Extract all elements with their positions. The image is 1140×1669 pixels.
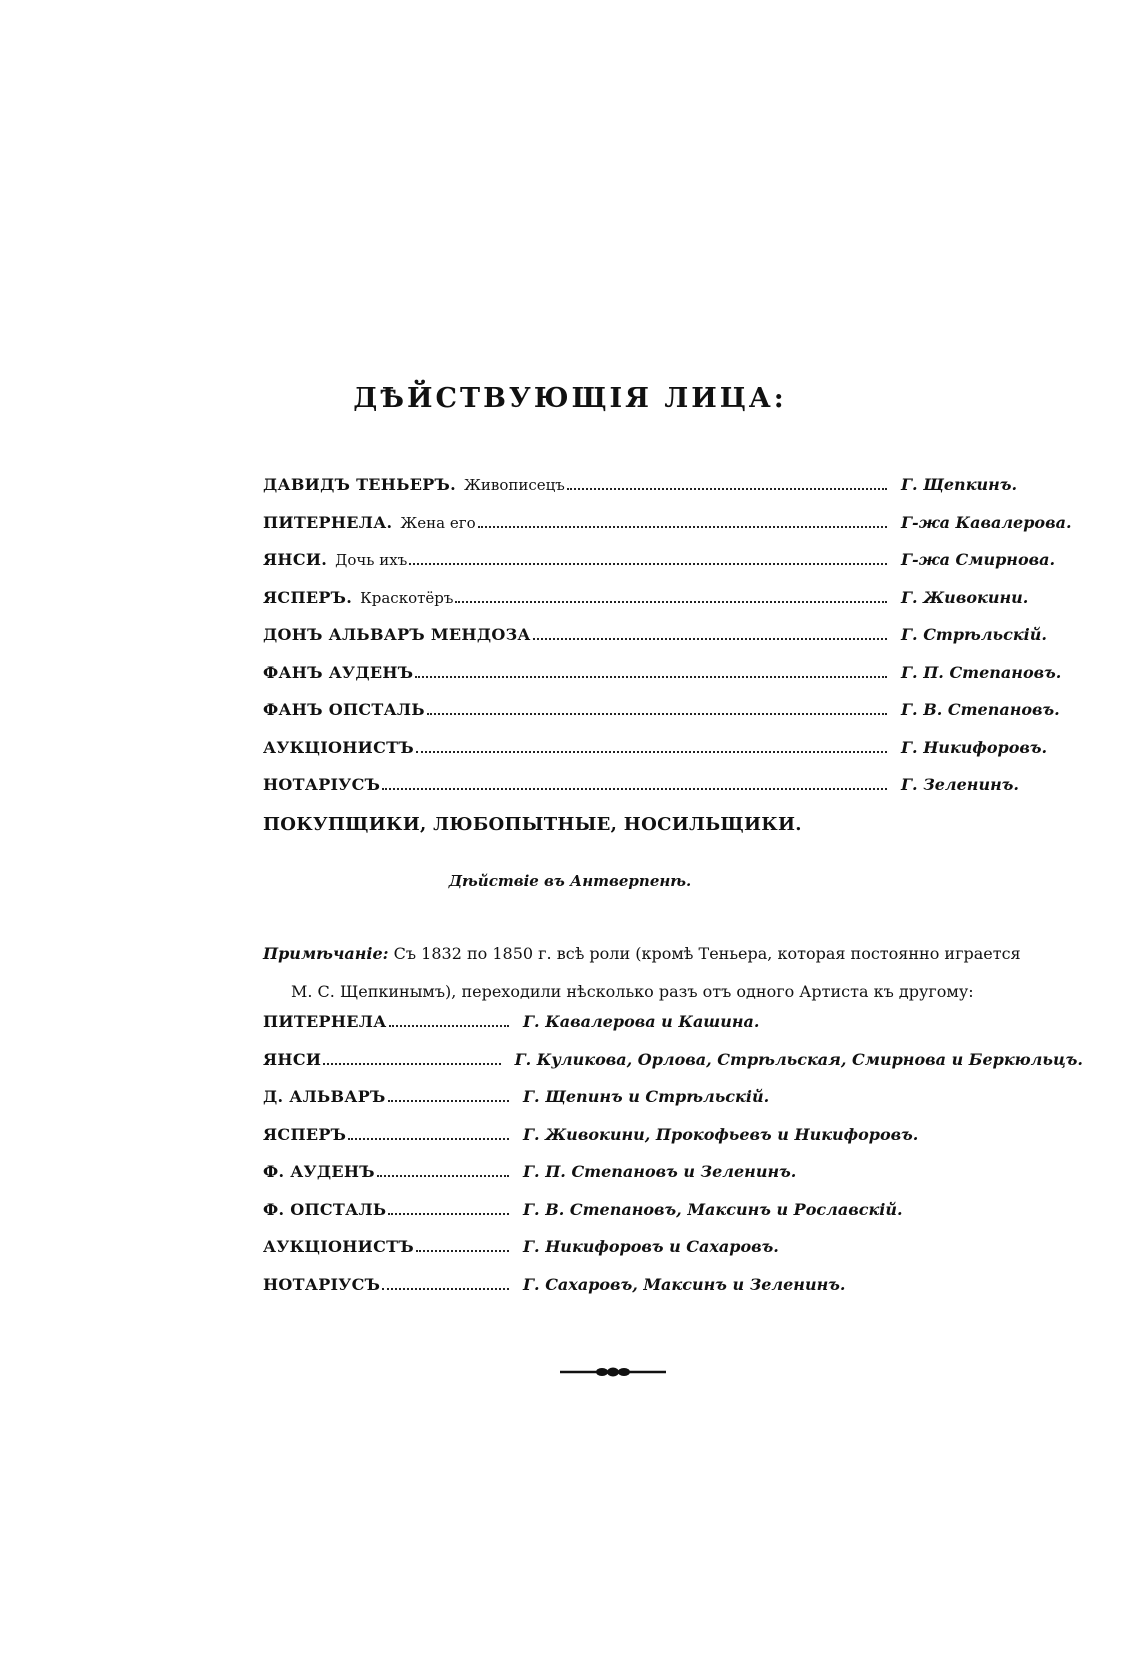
cast-row bbox=[263, 700, 1083, 738]
dot-leader bbox=[416, 1250, 509, 1252]
cast-row bbox=[263, 738, 1083, 776]
actor-name: Г. Зеленинъ. bbox=[901, 775, 1019, 794]
history-actors: Г. П. Степановъ и Зеленинъ. bbox=[523, 1162, 797, 1181]
dot-leader bbox=[323, 1063, 500, 1065]
history-row bbox=[263, 1162, 1083, 1200]
role-name: ДОНЪ АЛЬВАРЪ МЕНДОЗА bbox=[263, 625, 531, 644]
actor-name: Г. Стрѣльскій. bbox=[901, 625, 1047, 644]
dot-leader bbox=[409, 563, 887, 565]
history-actors: Г. Никифоровъ и Сахаровъ. bbox=[523, 1237, 779, 1256]
history-actors: Г. Куликова, Орлова, Стрѣльская, Смирнова и Беркюльцъ. bbox=[514, 1049, 1083, 1069]
dot-leader bbox=[427, 713, 887, 715]
actor-name: Г. П. Степановъ. bbox=[901, 662, 1062, 682]
dot-leader bbox=[388, 1100, 509, 1102]
cast-row bbox=[263, 663, 1083, 701]
cast-row bbox=[263, 550, 1083, 588]
note-line-1: Съ 1832 по 1850 г. всѣ роли (кромѣ Теньера, которая постоянно играется bbox=[393, 944, 1021, 963]
history-role: АУКЦІОНИСТЪ bbox=[263, 1237, 414, 1256]
role-name: НОТАРІУСЪ bbox=[263, 775, 381, 794]
cast-list bbox=[263, 475, 1083, 813]
history-actors: Г. Живокини, Прокофьевъ и Никифоровъ. bbox=[523, 1124, 919, 1144]
role-description: Дочь ихъ bbox=[335, 551, 408, 569]
role-description: Краскотёръ bbox=[360, 588, 454, 607]
role-name: ФАНЪ ОПСТАЛЬ bbox=[263, 700, 425, 719]
role-name: ПИТЕРНЕЛА. bbox=[263, 512, 393, 532]
role-name: АУКЦІОНИСТЪ bbox=[263, 737, 414, 757]
actor-name: Г. Никифоровъ. bbox=[901, 737, 1048, 757]
actor-name: Г-жа Кавалерова. bbox=[901, 512, 1072, 532]
cast-row bbox=[263, 588, 1083, 626]
setting-line: Дѣйствіе въ Антверпенѣ. bbox=[448, 872, 692, 890]
history-row bbox=[263, 1200, 1083, 1238]
history-row bbox=[263, 1012, 1083, 1050]
actor-name: Г. Живокини. bbox=[901, 587, 1029, 607]
note-label: Примѣчаніе: bbox=[263, 944, 389, 963]
history-role: ПИТЕРНЕЛА bbox=[263, 1012, 387, 1031]
history-role: ЯНСИ bbox=[263, 1049, 322, 1069]
dot-leader bbox=[382, 788, 887, 790]
dot-leader bbox=[389, 1025, 509, 1027]
history-actors: Г. Сахаровъ, Максинъ и Зеленинъ. bbox=[523, 1274, 846, 1294]
dot-leader bbox=[377, 1175, 509, 1177]
dot-leader bbox=[533, 638, 887, 640]
history-row bbox=[263, 1050, 1083, 1088]
cast-row bbox=[263, 513, 1083, 551]
dot-leader bbox=[415, 676, 887, 678]
cast-row bbox=[263, 775, 1083, 813]
history-role: Д. АЛЬВАРЪ bbox=[263, 1087, 386, 1106]
history-actors: Г. Кавалерова и Кашина. bbox=[523, 1012, 760, 1031]
dot-leader bbox=[567, 488, 887, 490]
history-row bbox=[263, 1125, 1083, 1163]
role-name: ДАВИДЪ ТЕНЬЕРЪ. bbox=[263, 475, 457, 494]
role-name: ЯНСИ. bbox=[263, 550, 328, 569]
history-actors: Г. В. Степановъ, Максинъ и Рославскій. bbox=[523, 1199, 903, 1219]
history-role: Ф. ОПСТАЛЬ bbox=[263, 1199, 387, 1219]
dot-leader bbox=[416, 751, 887, 753]
history-role: ЯСПЕРЪ bbox=[263, 1124, 347, 1144]
role-name: ФАНЪ АУДЕНЪ bbox=[263, 662, 414, 682]
history-row bbox=[263, 1237, 1083, 1275]
history-role: НОТАРІУСЪ bbox=[263, 1274, 381, 1294]
history-row bbox=[263, 1275, 1083, 1313]
history-role: Ф. АУДЕНЪ bbox=[263, 1162, 375, 1181]
actor-name: Г-жа Смирнова. bbox=[901, 550, 1056, 569]
crowd-roles: ПОКУПЩИКИ, ЛЮБОПЫТНЫЕ, НОСИЛЬЩИКИ. bbox=[263, 814, 802, 835]
dot-leader bbox=[388, 1213, 509, 1215]
note-line-2: М. С. Щепкинымъ), переходили нѣсколько разъ отъ одного Артиста къ другому: bbox=[291, 982, 974, 1001]
cast-row bbox=[263, 625, 1083, 663]
dot-leader bbox=[455, 601, 887, 603]
ornament-divider-icon bbox=[558, 1366, 668, 1378]
dot-leader bbox=[478, 526, 887, 528]
history-actors: Г. Щепинъ и Стрѣльскій. bbox=[523, 1087, 770, 1106]
role-description: Жена его bbox=[400, 513, 476, 532]
cast-row bbox=[263, 475, 1083, 513]
actor-name: Г. Щепкинъ. bbox=[901, 475, 1018, 494]
actor-name: Г. В. Степановъ. bbox=[901, 700, 1060, 719]
note-paragraph bbox=[263, 935, 1083, 1011]
page-title: ДѢЙСТВУЮЩІЯ ЛИЦА: bbox=[353, 383, 787, 414]
role-name: ЯСПЕРЪ. bbox=[263, 587, 353, 607]
role-description: Живописецъ bbox=[464, 476, 565, 494]
dot-leader bbox=[382, 1288, 509, 1290]
dot-leader bbox=[348, 1138, 509, 1140]
history-row bbox=[263, 1087, 1083, 1125]
role-history-list bbox=[263, 1012, 1083, 1312]
